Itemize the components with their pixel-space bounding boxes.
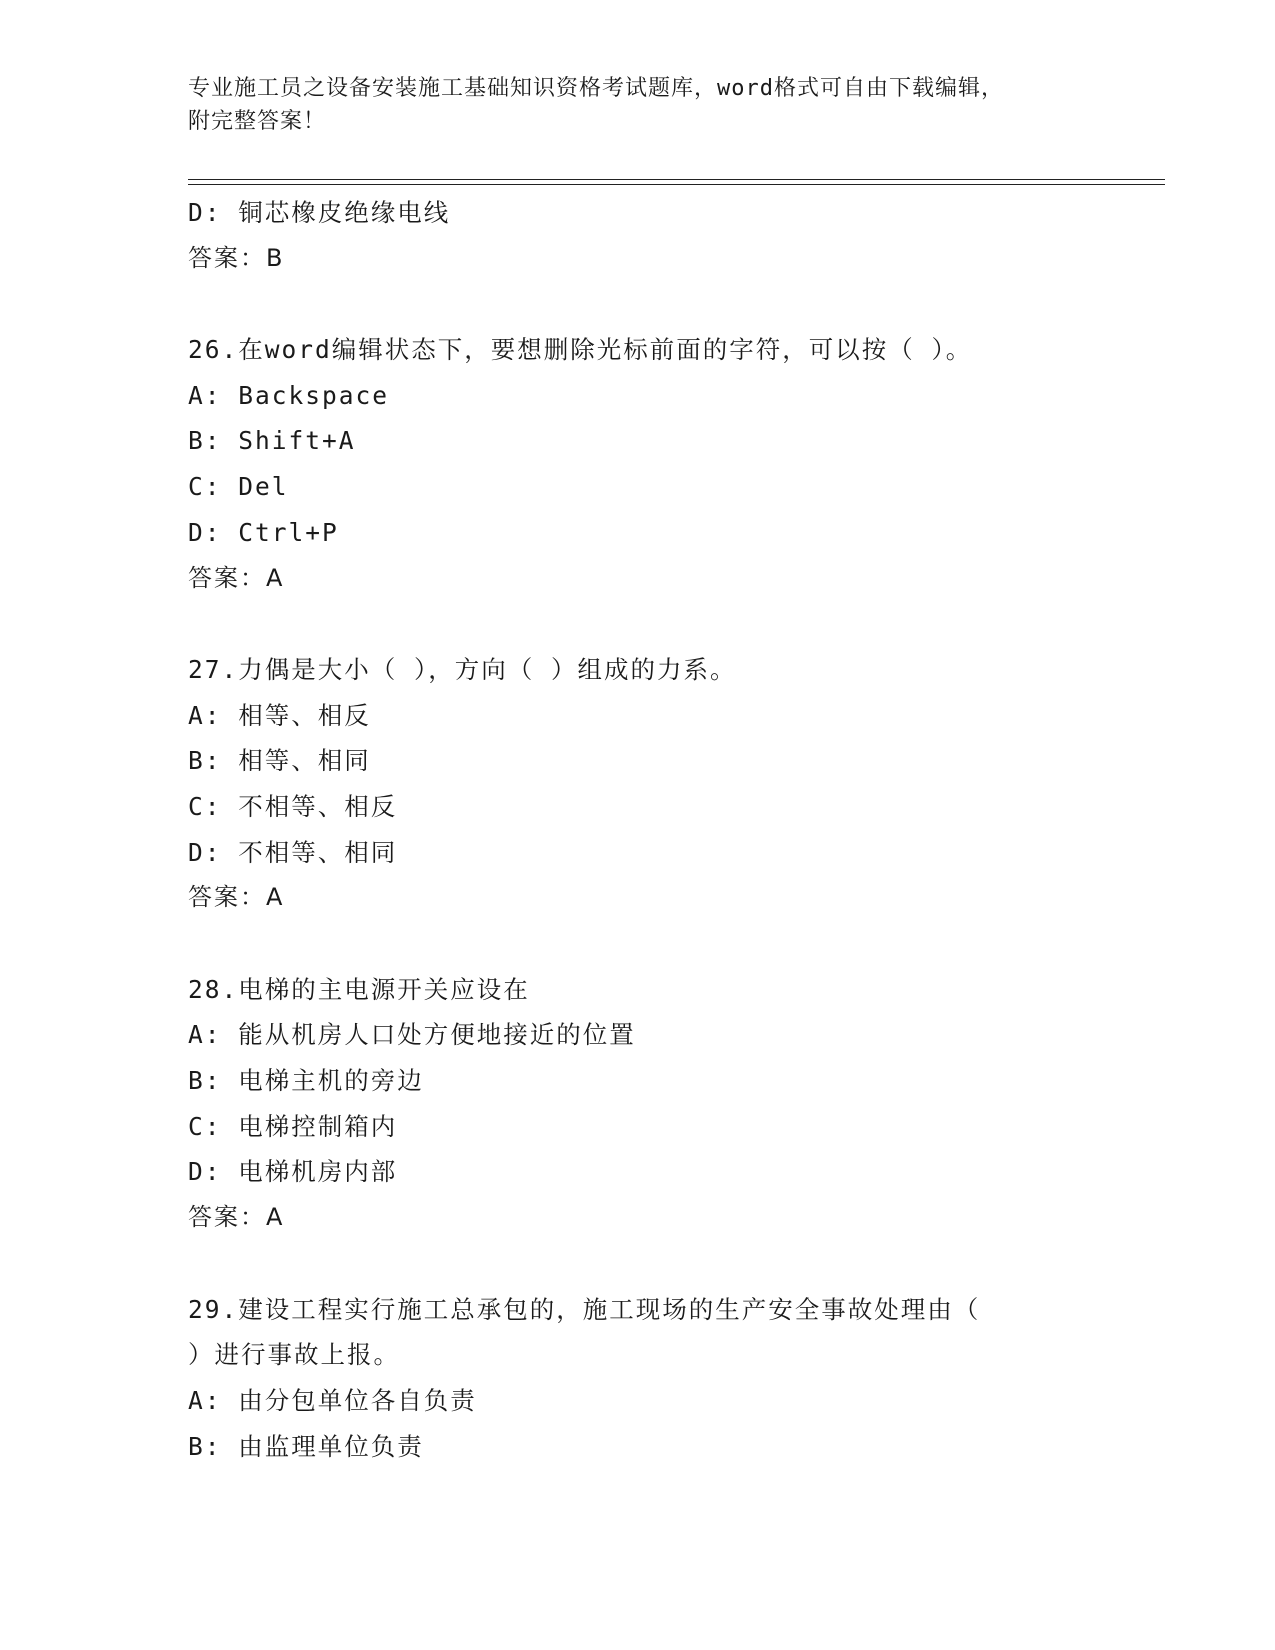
spacer — [188, 1241, 1168, 1287]
header-rule-top — [188, 179, 1165, 180]
question-27-option-c: C: 不相等、相反 — [188, 791, 398, 821]
header-rule-bottom — [188, 184, 1165, 185]
question-29-stem-line-1: 29.建设工程实行施工总承包的，施工现场的生产安全事故处理由（ — [188, 1294, 981, 1324]
header-line-1: 专业施工员之设备安装施工基础知识资格考试题库，word格式可自由下载编辑， — [188, 76, 1004, 101]
option-d: D: 铜芯橡皮绝缘电线 — [188, 198, 451, 227]
question-26-answer: 答案：A — [188, 563, 285, 592]
spacer — [188, 601, 1168, 647]
question-26-option-d: D: Ctrl+P — [188, 517, 339, 547]
question-29-option-b: B: 由监理单位负责 — [188, 1431, 424, 1461]
question-26-option-c: C: Del — [188, 472, 289, 502]
question-28-option-b: B: 电梯主机的旁边 — [188, 1066, 424, 1096]
question-26-stem: 26.在word编辑状态下，要想删除光标前面的字符，可以按（ ）。 — [188, 335, 973, 365]
question-28-option-c: C: 电梯控制箱内 — [188, 1111, 398, 1141]
spacer — [188, 281, 1168, 327]
question-29-stem-line-2: ）进行事故上报。 — [188, 1340, 400, 1370]
question-27-stem: 27.力偶是大小（ ），方向（ ）组成的力系。 — [188, 654, 737, 684]
question-27-option-a: A: 相等、相反 — [188, 700, 371, 730]
question-28-stem: 28.电梯的主电源开关应设在 — [188, 974, 530, 1004]
question-29-option-a: A: 由分包单位各自负责 — [188, 1385, 477, 1415]
question-28-answer: 答案：A — [188, 1203, 285, 1232]
question-27-answer: 答案：A — [188, 883, 285, 912]
answer-line: 答案：B — [188, 243, 285, 272]
spacer — [188, 921, 1168, 967]
question-27-option-b: B: 相等、相同 — [188, 746, 371, 776]
document-header — [188, 72, 1108, 138]
question-28-option-d: D: 电梯机房内部 — [188, 1157, 398, 1187]
question-list — [188, 190, 1168, 1469]
question-26-option-a: A: Backspace — [188, 380, 390, 410]
question-26-option-b: B: Shift+A — [188, 426, 356, 456]
question-28-option-a: A: 能从机房人口处方便地接近的位置 — [188, 1020, 636, 1050]
header-line-2: 附完整答案！ — [188, 109, 327, 134]
question-27-option-d: D: 不相等、相同 — [188, 837, 398, 867]
